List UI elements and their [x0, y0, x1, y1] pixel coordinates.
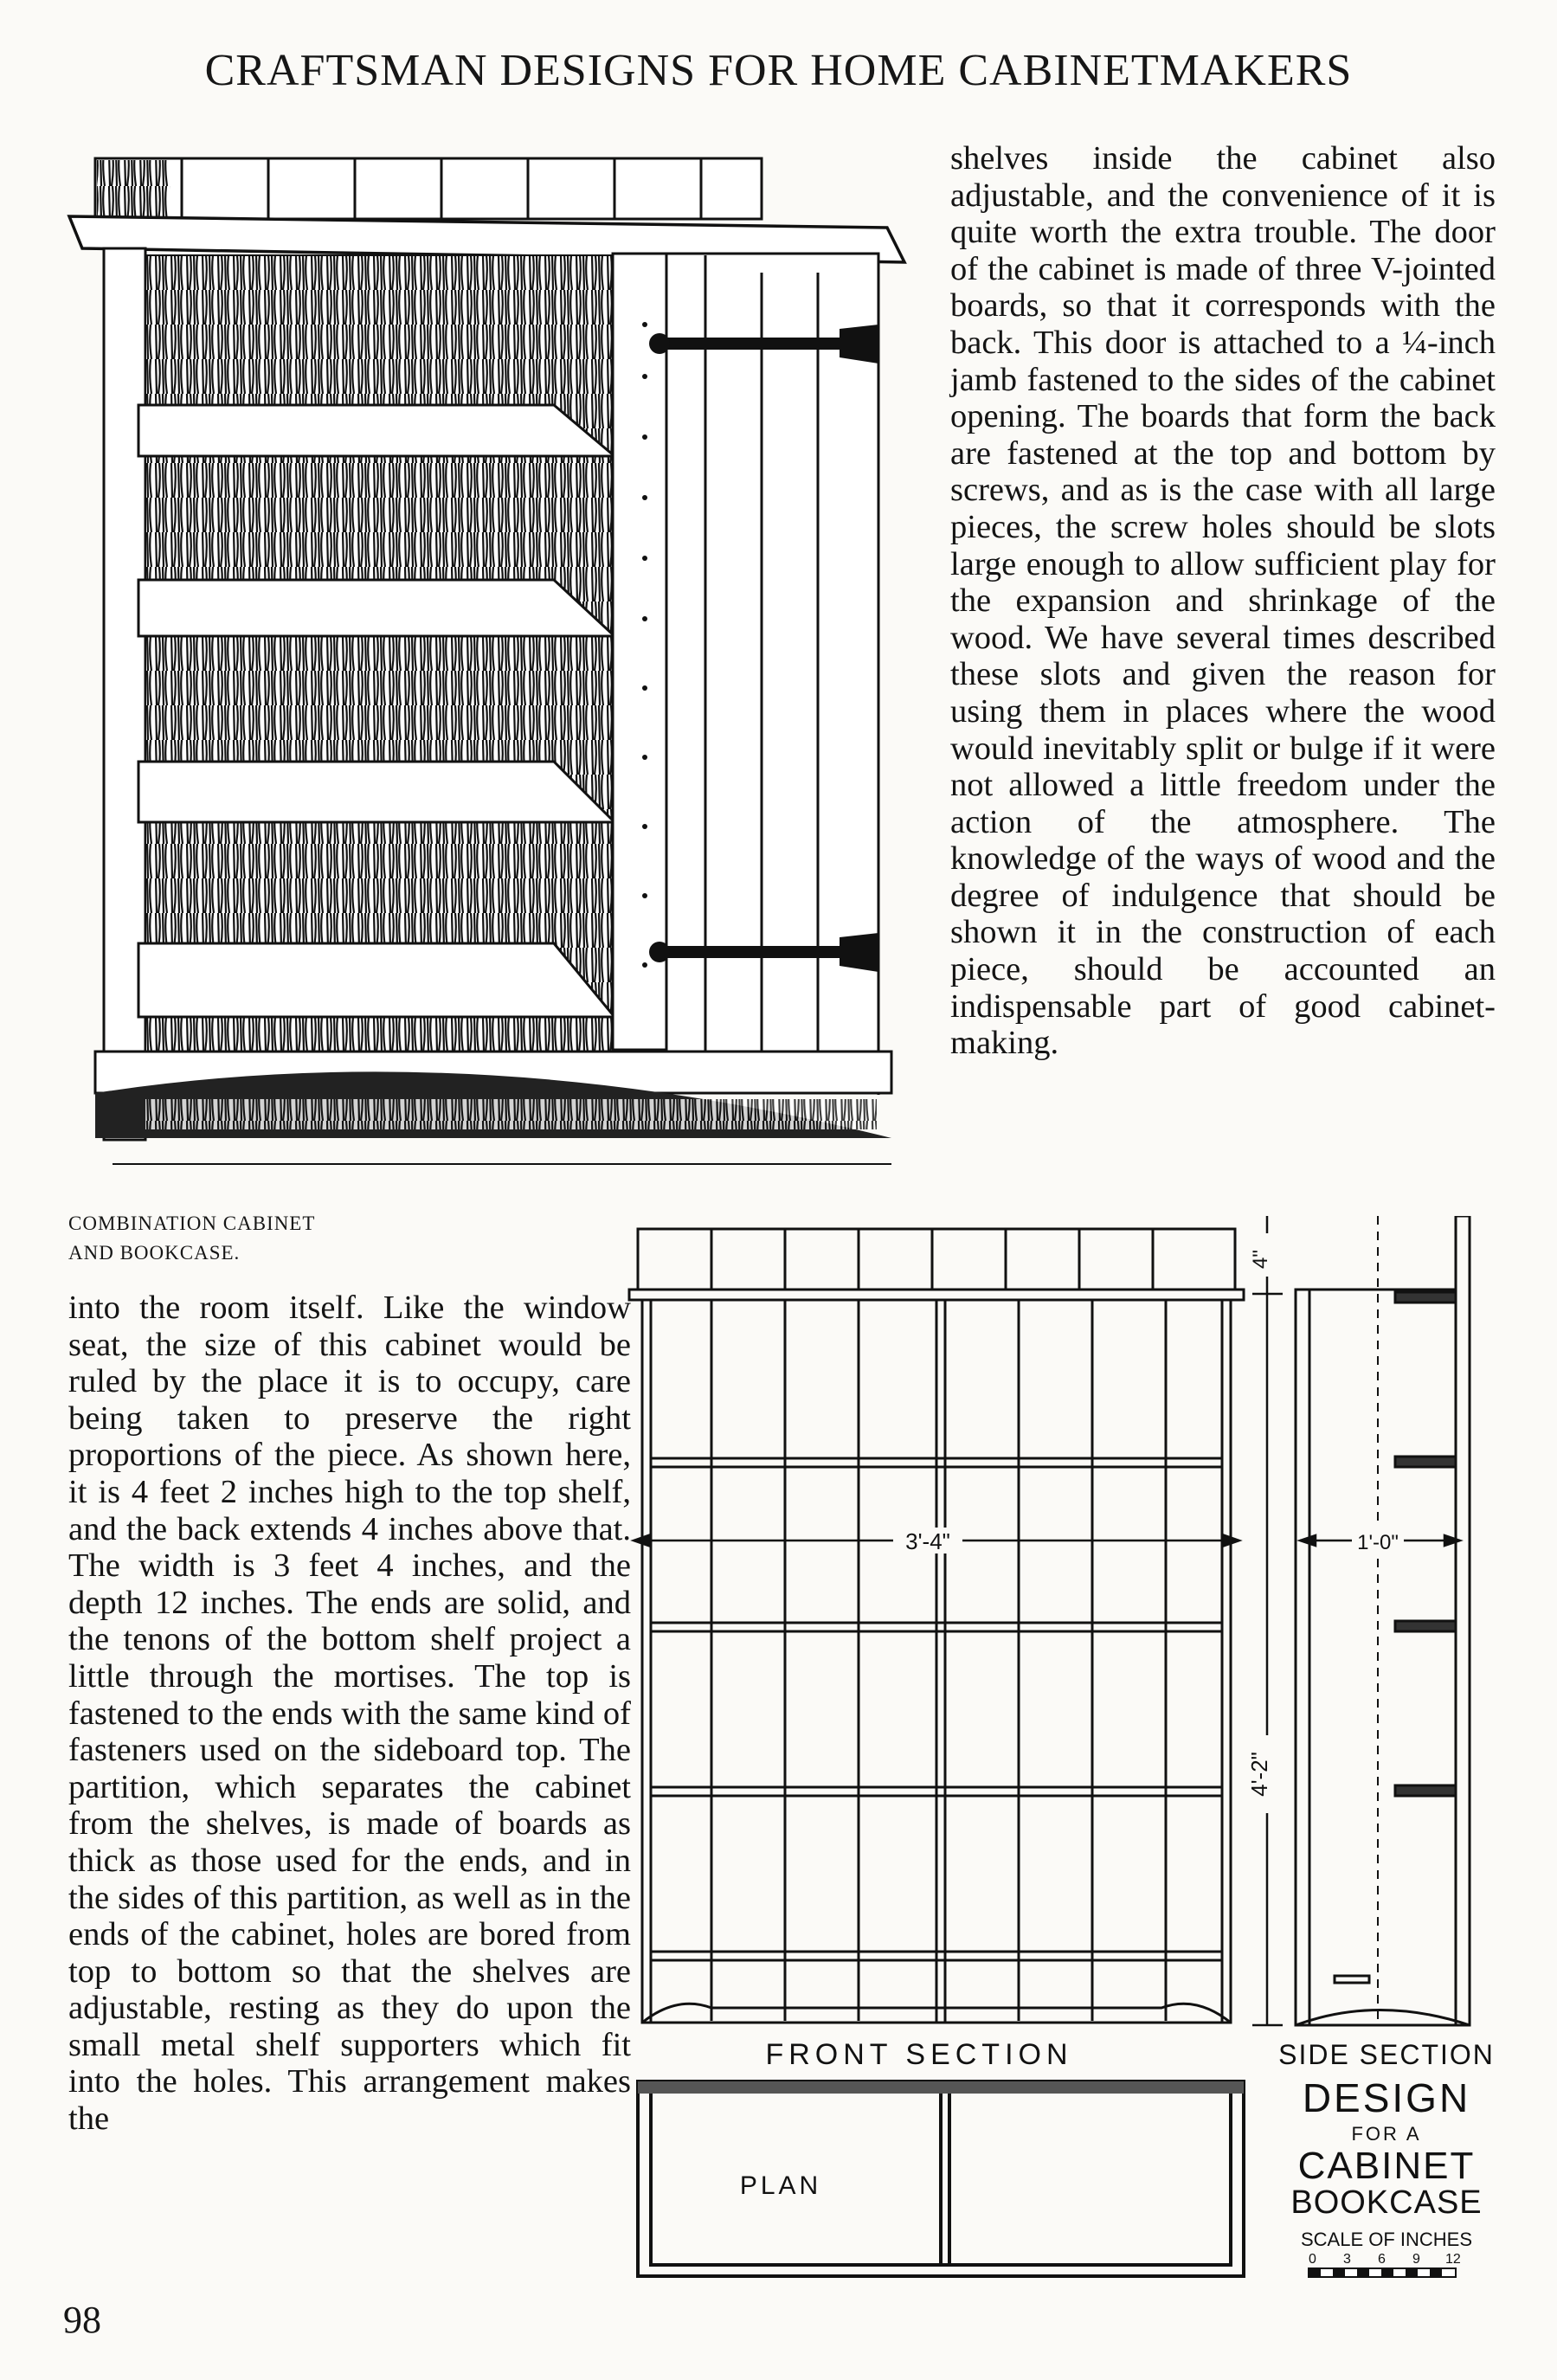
design-title-line1: DESIGN: [1302, 2075, 1471, 2120]
left-column-text: into the room itself. Like the window seat, the size of this cabinet would be ruled by the place it is to occupy, care being taken to preserve the right proportions of the piece. As shown here, it is 4 feet 2 inches high to the top shelf, and the back extends 4 inches above that. The width is 3 feet 4 inches, and the depth 12 inches. The ends are solid, and the tenons of the bottom shelf project a little through the mortises. The top is fastened to the ends with the same kind of fasteners used on the sideboard top. The partition, which separates the cabinet from the shelves, is made of boards as thick as those used for the ends, and in the sides of this partition, as well as in the ends of the cabinet, holes are bored from top to bottom so that the shelves are adjustable, resting as they do upon the small metal shelf supporters which fit into the holes. This arrangement makes the: [68, 1290, 631, 2138]
scale-tick-9: 9: [1412, 2252, 1420, 2267]
page-number: 98: [63, 2299, 101, 2341]
scale-tick-0: 0: [1309, 2252, 1316, 2267]
side-section-label: SIDE SECTION: [1278, 2039, 1495, 2070]
figure-caption: COMBINATION CABINET AND BOOKCASE.: [68, 1213, 315, 1264]
design-title-line4: BOOKCASE: [1290, 2184, 1483, 2221]
scale-tick-6: 6: [1378, 2252, 1386, 2267]
height-dimension: 4'-2": [1246, 1752, 1272, 1797]
scale-tick-12: 12: [1445, 2252, 1461, 2267]
plan-label: PLAN: [739, 2171, 822, 2200]
design-title-line3: CABINET: [1297, 2145, 1476, 2187]
scale-bar: [1309, 2268, 1456, 2277]
front-section-label: FRONT SECTION: [765, 2038, 1073, 2071]
back-dimension: 4": [1249, 1250, 1272, 1269]
design-drawing: [625, 1216, 1499, 2285]
right-column-text: shelves inside the cabinet also adjustable, and the convenience of it is quite worth the extra trouble. The door of the cabinet is made of three V-jointed boards, so that it corresponds with the back. This door is attached to a ¼-inch jamb fastened to the sides of the cabinet opening. The boards that form the back are fastened at the top and bottom by screws, and as is the case with all large pieces, the screw holes should be slots large enough to allow sufficient play for the expansion and shrinkage of the wood. We have several times described these slots and given the reason for using them in places where the wood would inevitably split or bulge if it were not allowed a little freedom under the action of the atmosphere. The knowledge of the ways of wood and the degree of indulgence that should be shown it in the construction of each piece, should be accounted an indispensable part of good cabinet-making.: [950, 140, 1496, 1062]
scale-label: SCALE OF INCHES: [1300, 2229, 1473, 2250]
cabinet-illustration: [61, 151, 926, 1181]
depth-dimension: 1'-0": [1357, 1531, 1399, 1554]
design-title-line2: FOR A: [1351, 2123, 1422, 2145]
scale-tick-3: 3: [1343, 2252, 1351, 2267]
page-header: CRAFTSMAN DESIGNS FOR HOME CABINETMAKERS: [204, 46, 1353, 95]
width-dimension: 3'-4": [905, 1528, 950, 1554]
